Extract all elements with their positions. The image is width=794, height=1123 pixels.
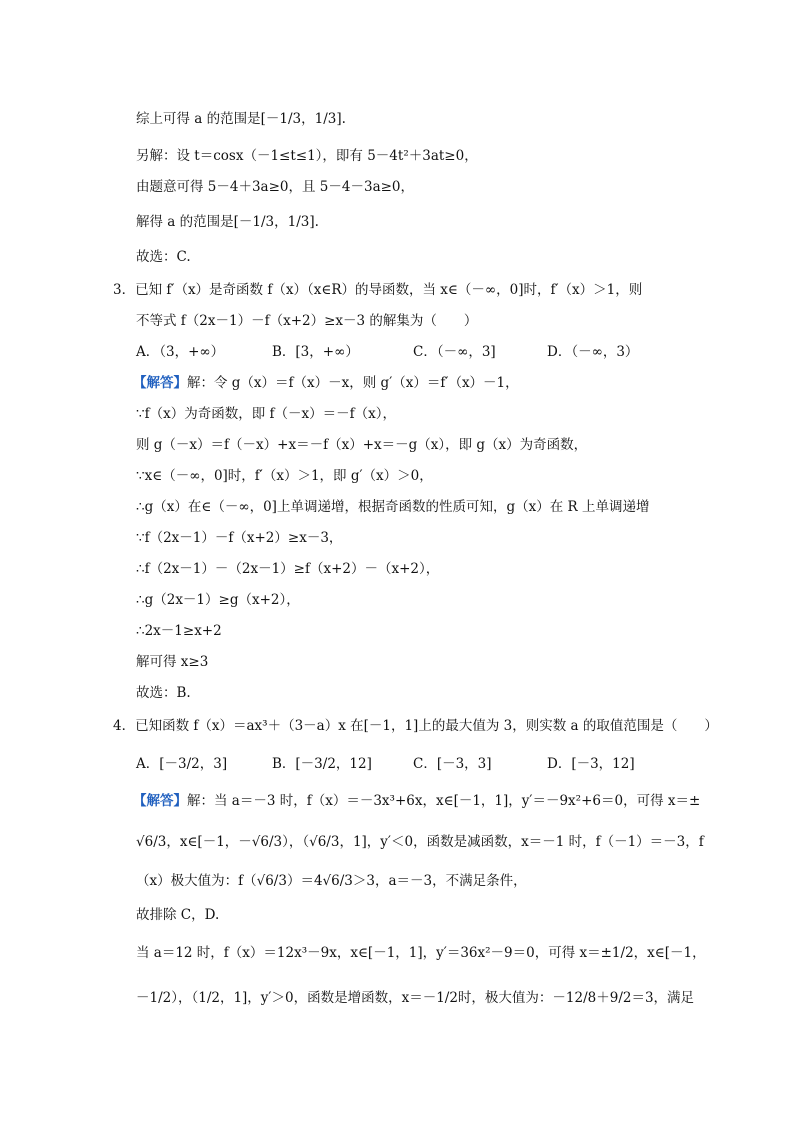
option-c: C．[－3，3]	[413, 756, 492, 772]
option-d: D．（－∞，3）	[547, 344, 639, 360]
answer-line	[133, 791, 700, 811]
option-d: D．[－3，12]	[547, 756, 635, 772]
option-b: B．[－3/2，12]	[272, 756, 372, 772]
question-3-stem: 不等式 f（2x－1）－f（x+2）≥x－3 的解集为（ ）	[136, 313, 478, 329]
option-a: A．（3，+∞）	[136, 344, 225, 360]
text-line: 另解：设 t＝cosx（－1≤t≤1），即有 5－4t²＋3at≥0，	[136, 148, 478, 164]
question-3-stem: 3．已知 f′（x）是奇函数 f（x）（x∈R）的导函数，当 x∈（－∞，0]时，f′（x）＞1，则	[113, 282, 643, 298]
answer-line: 解可得 x≥3	[136, 654, 209, 670]
answer-tag: 【解答】	[133, 375, 187, 391]
answer-line: －1/2），（1/2，1]，y′＞0，函数是增函数，x＝－1/2时，极大值为：－12/8＋9/2＝3，满足	[136, 990, 695, 1006]
answer-line: ∴g（x）在∈（－∞，0]上单调递增，根据奇函数的性质可知，g（x）在 R 上单调递增	[136, 499, 650, 515]
answer-text: 解：令 g（x）＝f（x）－x，则 g′（x）＝f′（x）－1，	[187, 375, 519, 391]
answer-line: 故选：B.	[136, 685, 191, 701]
answer-line	[133, 373, 519, 393]
option-b: B．[3，+∞）	[272, 344, 359, 360]
answer-line: （x）极大值为：f（√6/3）＝4√6/3＞3，a＝－3，不满足条件，	[136, 873, 527, 889]
text-line: 故选：C.	[136, 249, 191, 265]
answer-line: ∵f（x）为奇函数，即 f（－x）＝－f（x），	[136, 406, 396, 422]
text-line: 综上可得 a 的范围是[－1/3，1/3].	[136, 111, 346, 127]
answer-line: 当 a＝12 时，f（x）＝12x³－9x，x∈[－1，1]，y′＝36x²－9＝0，可得 x＝±1/2，x∈[－1，	[136, 945, 706, 961]
answer-line: ∵x∈（－∞，0]时，f′（x）＞1，即 g′（x）＞0，	[136, 468, 433, 484]
answer-line: 故排除 C，D.	[136, 907, 220, 923]
answer-line: √6/3，x∈[－1，－√6/3），（√6/3，1]，y′＜0，函数是减函数，x＝－1 时，f（－1）＝－3，f	[136, 834, 704, 850]
answer-line: ∴2x－1≥x+2	[136, 623, 222, 639]
text-line: 解得 a 的范围是[－1/3，1/3].	[136, 214, 319, 230]
answer-tag: 【解答】	[133, 793, 187, 809]
answer-text: 解：当 a＝－3 时，f（x）＝－3x³+6x，x∈[－1，1]，y′＝－9x²+6＝0，可得 x＝±	[187, 793, 701, 809]
answer-line: ∴g（2x－1）≥g（x+2），	[136, 592, 300, 608]
question-4-stem: 4．已知函数 f（x）＝ax³＋（3－a）x 在[－1，1]上的最大值为 3，则实数 a 的取值范围是（ ）	[113, 718, 718, 734]
option-a: A．[－3/2，3]	[136, 756, 228, 772]
option-c: C．（－∞，3]	[413, 344, 496, 360]
text-line: 由题意可得 5－4＋3a≥0，且 5－4－3a≥0，	[136, 179, 415, 195]
answer-line: 则 g（－x）＝f（－x）+x＝－f（x）+x＝－g（x），即 g（x）为奇函数，	[136, 437, 588, 453]
answer-line: ∴f（2x－1）－（2x－1）≥f（x+2）－（x+2），	[136, 561, 440, 577]
answer-line: ∵f（2x－1）－f（x+2）≥x－3，	[136, 530, 343, 546]
